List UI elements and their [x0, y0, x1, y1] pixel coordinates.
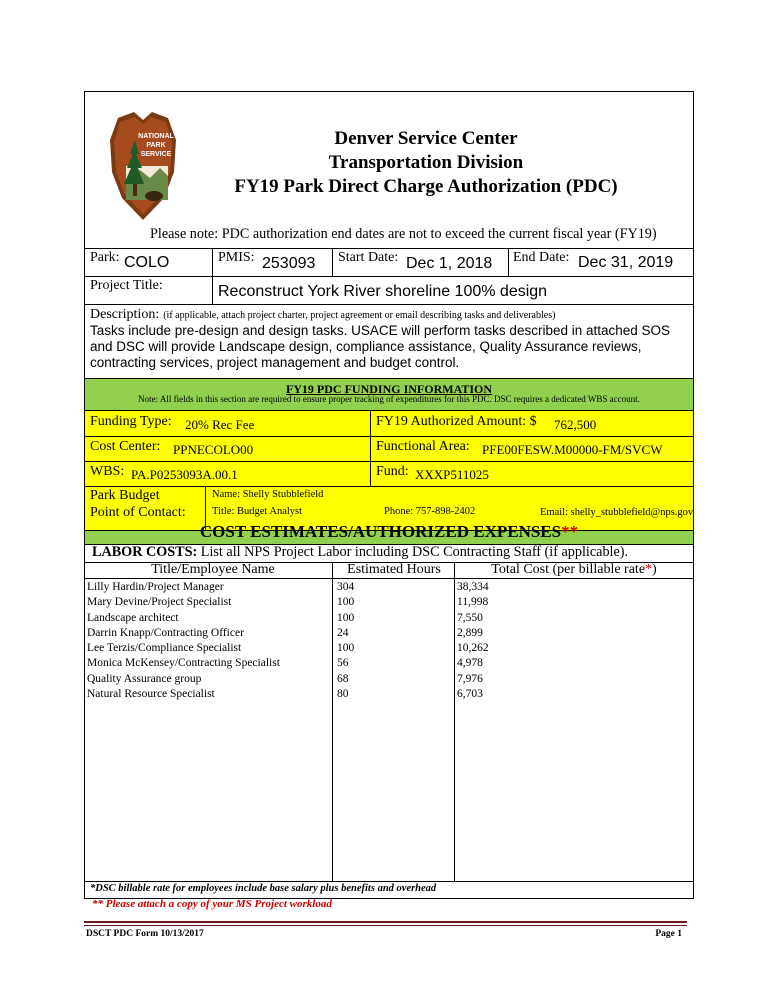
page-number: Page 1 — [655, 929, 682, 939]
table-row-name: Monica McKensey/Contracting Specialist — [87, 657, 280, 670]
funding-note: Note: All fields in this section are required to ensure proper tracking of expenditures for this PDC. DSC requires a dedicated WBS account. — [138, 394, 640, 404]
pmis-label: PMIS: — [218, 250, 255, 265]
table-row-hours: 24 — [337, 626, 349, 639]
poc-email-value: shelly_stubblefield@nps.gov — [570, 507, 693, 518]
description-text: Tasks include pre-design and design tasks. USACE will perform tasks described in attached SOS and DSC will provide Landscape design, compliance assistance, Quality Assurance reviews, contracting services, project management and budget control. — [90, 323, 671, 370]
header-line-2: Transportation Division — [328, 152, 524, 173]
table-row-name: Quality Assurance group — [87, 672, 202, 685]
table-row-cost: 4,978 — [457, 657, 483, 670]
footer-rule-top — [84, 921, 687, 923]
nps-logo — [104, 110, 182, 222]
hours-column — [337, 580, 451, 702]
logo-line-1: NATIONAL — [138, 133, 174, 140]
poc-phone-label: Phone: — [384, 506, 414, 517]
form-id: DSCT PDC Form 10/13/2017 — [86, 929, 204, 939]
col-total-mark: * — [645, 562, 653, 577]
billable-rate-footnote: *DSC billable rate for employees include base salary plus benefits and overhead — [90, 883, 437, 894]
attach-workload-note: ** Please attach a copy of your MS Project workload — [92, 898, 332, 910]
project-title-label: Project Title: — [90, 278, 163, 293]
funding-type-label: Funding Type: — [90, 414, 172, 429]
col-title-header: Title/Employee Name — [151, 562, 275, 577]
table-row-hours: 80 — [337, 688, 349, 701]
cost-column — [457, 580, 691, 702]
table-row-cost: 6,703 — [457, 688, 483, 701]
col-total-text: Total Cost (per billable rate — [491, 562, 646, 577]
table-row-cost: 38,334 — [457, 581, 489, 593]
description-header — [90, 305, 555, 323]
poc-name-label: Name: — [212, 489, 240, 500]
authorized-amount-value: 762,500 — [554, 417, 597, 432]
functional-area-value: PFE00FESW.M00000-FM/SVCW — [482, 442, 663, 457]
poc-phone-value: 757-898-2402 — [415, 506, 476, 517]
logo-line-3: SERVICE — [140, 151, 172, 158]
funding-heading: FY19 PDC FUNDING INFORMATION — [285, 382, 493, 396]
footer-rule-bottom — [84, 925, 687, 926]
fund-label: Fund: — [376, 464, 409, 479]
fund-value: XXXP511025 — [415, 467, 489, 482]
cost-heading — [85, 522, 693, 542]
table-row-cost: 11,998 — [457, 596, 489, 609]
poc-title-label: Title: — [212, 506, 235, 517]
col-total-end: ) — [652, 562, 657, 577]
wbs-value: PA.P0253093A.00.1 — [131, 467, 238, 482]
labor-costs-text: List all NPS Project Labor including DSC Contracting Staff (if applicable). — [200, 544, 629, 560]
cost-heading-text: COST ESTIMATES/AUTHORIZED EXPENSES — [199, 522, 562, 541]
table-row-name: Landscape architect — [87, 611, 179, 624]
table-row-name: Mary Devine/Project Specialist — [87, 596, 232, 609]
functional-area-label: Functional Area: — [376, 439, 470, 454]
names-column — [87, 580, 331, 702]
poc-title-value: Budget Analyst — [237, 506, 303, 517]
fiscal-year-note: Please note: PDC authorization end dates are not to exceed the current fiscal year (FY19) — [150, 226, 657, 242]
poc-label-2: Point of Contact: — [90, 505, 186, 520]
col-hours-header: Estimated Hours — [347, 562, 441, 577]
funding-type-value: 20% Rec Fee — [185, 417, 255, 432]
poc-name — [212, 489, 323, 500]
start-date-label: Start Date: — [338, 250, 399, 265]
wbs-label: WBS: — [90, 464, 125, 479]
arrowhead-icon — [104, 110, 182, 222]
table-row-hours: 100 — [337, 596, 355, 609]
header-line-3: FY19 Park Direct Charge Authorization (PDC) — [234, 176, 618, 197]
poc-name-value: Shelly Stubblefield — [242, 489, 324, 500]
description-hint: (if applicable, attach project charter, project agreement or email describing tasks and deliverables) — [163, 310, 556, 321]
project-title-value: Reconstruct York River shoreline 100% design — [218, 283, 548, 300]
col-total-header — [456, 562, 692, 578]
park-value: COLO — [124, 254, 170, 271]
poc-title — [212, 506, 302, 517]
park-label: Park: — [90, 250, 120, 265]
pmis-value: 253093 — [262, 255, 316, 272]
cost-center-label: Cost Center: — [90, 439, 161, 454]
end-date-label: End Date: — [513, 250, 570, 265]
poc-label-1: Park Budget — [90, 488, 160, 503]
table-row-name: Natural Resource Specialist — [87, 688, 215, 701]
table-row-hours: 68 — [337, 672, 349, 685]
description-label: Description: — [90, 307, 160, 322]
labor-costs-line — [92, 544, 628, 561]
table-row-hours: 100 — [337, 611, 355, 624]
poc-email-label: Email: — [540, 507, 568, 518]
table-row-cost: 2,899 — [457, 626, 483, 639]
poc-phone — [384, 506, 475, 517]
cost-heading-mark: ** — [561, 522, 579, 541]
header-line-1: Denver Service Center — [334, 128, 518, 149]
cost-center-value: PPNECOLO00 — [173, 442, 254, 457]
poc-email — [540, 507, 693, 518]
table-row-name: Lilly Hardin/Project Manager — [87, 581, 224, 593]
table-row-hours: 56 — [337, 657, 349, 670]
start-date-value: Dec 1, 2018 — [406, 255, 493, 272]
table-row-cost: 10,262 — [457, 642, 489, 655]
table-row-hours: 100 — [337, 642, 355, 655]
table-row-name: Lee Terzis/Compliance Specialist — [87, 642, 242, 655]
labor-costs-label: LABOR COSTS: — [92, 544, 198, 560]
table-row-hours: 304 — [337, 581, 355, 593]
table-row-name: Darrin Knapp/Contracting Officer — [87, 626, 244, 639]
table-row-cost: 7,550 — [457, 611, 483, 624]
table-row-cost: 7,976 — [457, 672, 483, 685]
logo-line-2: PARK — [146, 142, 166, 149]
end-date-value: Dec 31, 2019 — [578, 254, 674, 271]
authorized-amount-label: FY19 Authorized Amount: $ — [376, 414, 537, 429]
